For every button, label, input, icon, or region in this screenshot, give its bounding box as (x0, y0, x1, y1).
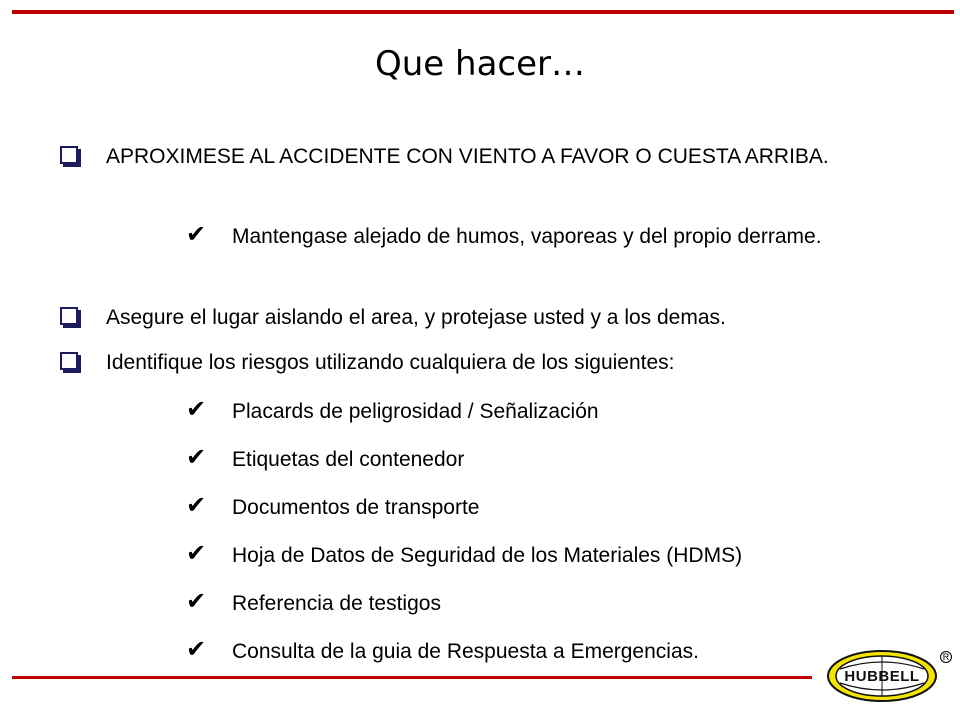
checkmark-icon: ✔ (186, 491, 207, 519)
bullet-text: Documentos de transporte (232, 496, 480, 519)
checkmark-icon: ✔ (186, 443, 207, 471)
bullet-text: Asegure el lugar aislando el area, y protejase usted y a los demas. (106, 306, 726, 329)
square-bullet-icon (60, 307, 78, 325)
bullet-item-7 (186, 491, 892, 522)
bullet-item-9 (186, 587, 892, 618)
bullet-text: Etiquetas del contenedor (232, 448, 465, 471)
bullet-text: Consulta de la guia de Respuesta a Emergencias. (232, 640, 699, 663)
bullet-item-4 (106, 348, 906, 377)
bullet-item-2 (186, 220, 894, 251)
bullet-item-8 (186, 539, 892, 570)
bullet-text: APROXIMESE AL ACCIDENTE CON VIENTO A FAVOR O CUESTA ARRIBA. (106, 145, 829, 168)
bullet-item-5 (186, 395, 892, 426)
top-red-rule (12, 10, 954, 14)
bottom-red-rule (12, 676, 812, 679)
bullet-item-3 (106, 303, 906, 332)
hubbell-logo (826, 649, 938, 703)
checkmark-icon: ✔ (186, 395, 207, 423)
bullet-text: Referencia de testigos (232, 592, 441, 615)
svg-text:HUBBELL: HUBBELL (844, 668, 920, 685)
bullet-item-1 (106, 142, 894, 171)
square-bullet-icon (60, 146, 78, 164)
slide-title: Que hacer… (374, 44, 585, 84)
bullet-text: Mantengase alejado de humos, vaporeas y del propio derrame. (232, 225, 822, 248)
bullet-item-10 (186, 635, 892, 666)
bullet-text: Hoja de Datos de Seguridad de los Materiales (HDMS) (232, 544, 743, 567)
square-bullet-icon (60, 352, 78, 370)
checkmark-icon: ✔ (186, 587, 207, 615)
checkmark-icon: ✔ (186, 539, 207, 567)
bullet-item-6 (186, 443, 892, 474)
checkmark-icon: ✔ (186, 220, 207, 248)
registered-mark: R (940, 651, 952, 663)
bullet-text: Placards de peligrosidad / Señalización (232, 400, 599, 423)
checkmark-icon: ✔ (186, 635, 207, 663)
bullet-text: Identifique los riesgos utilizando cualquiera de los siguientes: (106, 351, 675, 374)
